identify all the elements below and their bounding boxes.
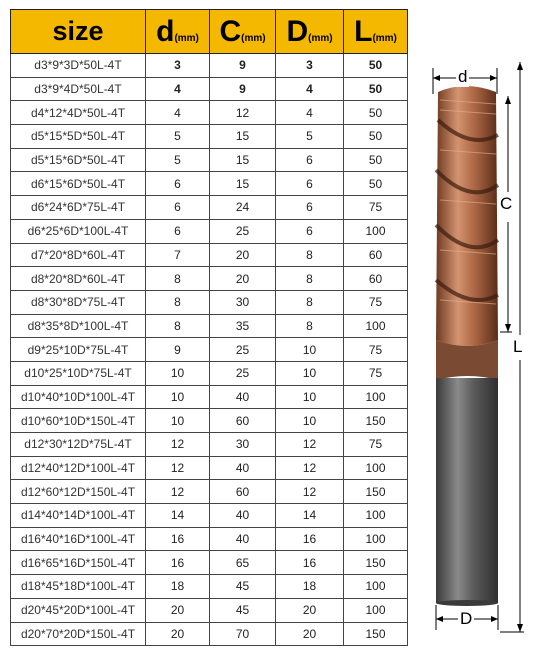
model-cell: d3*9*4D*50L-4T	[11, 77, 146, 101]
value-cell: 150	[344, 480, 408, 504]
table-row	[11, 598, 408, 622]
value-cell: 5	[146, 125, 210, 149]
header-c: C(mm)	[210, 10, 276, 54]
value-cell: 70	[210, 622, 276, 646]
value-cell: 35	[210, 314, 276, 338]
value-cell: 6	[276, 196, 344, 220]
value-cell: 60	[210, 480, 276, 504]
value-cell: 40	[210, 504, 276, 528]
model-cell: d3*9*3D*50L-4T	[11, 54, 146, 78]
value-cell: 75	[344, 361, 408, 385]
value-cell: 45	[210, 575, 276, 599]
table-row	[11, 409, 408, 433]
header-d-upper: D(mm)	[276, 10, 344, 54]
value-cell: 60	[344, 243, 408, 267]
value-cell: 8	[276, 243, 344, 267]
table-row	[11, 480, 408, 504]
value-cell: 6	[146, 196, 210, 220]
value-cell: 12	[210, 101, 276, 125]
table-row	[11, 622, 408, 646]
value-cell: 50	[344, 101, 408, 125]
model-cell: d10*25*10D*75L-4T	[11, 361, 146, 385]
value-cell: 65	[210, 551, 276, 575]
c-arrow-top	[505, 96, 511, 104]
value-cell: 8	[276, 290, 344, 314]
value-cell: 20	[210, 243, 276, 267]
label-d-upper: D	[460, 609, 473, 628]
table-row	[11, 290, 408, 314]
value-cell: 8	[276, 314, 344, 338]
table-row	[11, 551, 408, 575]
value-cell: 5	[276, 125, 344, 149]
value-cell: 20	[146, 622, 210, 646]
value-cell: 9	[146, 338, 210, 362]
end-mill-drawing	[420, 0, 538, 661]
table-row	[11, 314, 408, 338]
header-row	[11, 10, 408, 54]
model-cell: d16*65*16D*150L-4T	[11, 551, 146, 575]
value-cell: 10	[146, 385, 210, 409]
value-cell: 100	[344, 314, 408, 338]
value-cell: 14	[146, 504, 210, 528]
value-cell: 150	[344, 551, 408, 575]
model-cell: d12*60*12D*150L-4T	[11, 480, 146, 504]
d-arrow-left	[433, 75, 440, 81]
value-cell: 5	[146, 148, 210, 172]
value-cell: 10	[276, 361, 344, 385]
value-cell: 12	[146, 433, 210, 457]
value-cell: 8	[146, 290, 210, 314]
table-row	[11, 433, 408, 457]
value-cell: 60	[210, 409, 276, 433]
value-cell: 50	[344, 77, 408, 101]
value-cell: 6	[146, 219, 210, 243]
table-row	[11, 504, 408, 528]
model-cell: d4*12*4D*50L-4T	[11, 101, 146, 125]
model-cell: d5*15*6D*50L-4T	[11, 148, 146, 172]
value-cell: 75	[344, 196, 408, 220]
model-cell: d16*40*16D*100L-4T	[11, 527, 146, 551]
value-cell: 3	[276, 54, 344, 78]
value-cell: 6	[146, 172, 210, 196]
value-cell: 50	[344, 125, 408, 149]
table-row	[11, 456, 408, 480]
value-cell: 15	[210, 148, 276, 172]
model-cell: d6*25*6D*100L-4T	[11, 219, 146, 243]
model-cell: d8*35*8D*100L-4T	[11, 314, 146, 338]
value-cell: 6	[276, 219, 344, 243]
value-cell: 20	[210, 267, 276, 291]
model-cell: d12*40*12D*100L-4T	[11, 456, 146, 480]
value-cell: 12	[276, 456, 344, 480]
neck	[436, 340, 498, 380]
model-cell: d6*15*6D*50L-4T	[11, 172, 146, 196]
value-cell: 10	[276, 338, 344, 362]
value-cell: 15	[210, 125, 276, 149]
value-cell: 50	[344, 54, 408, 78]
value-cell: 9	[210, 54, 276, 78]
table-row	[11, 172, 408, 196]
value-cell: 16	[146, 527, 210, 551]
value-cell: 10	[276, 385, 344, 409]
table-row	[11, 361, 408, 385]
value-cell: 16	[276, 527, 344, 551]
table-row	[11, 575, 408, 599]
table-row	[11, 243, 408, 267]
value-cell: 60	[344, 267, 408, 291]
spec-table	[10, 9, 408, 646]
value-cell: 75	[344, 290, 408, 314]
value-cell: 20	[146, 598, 210, 622]
value-cell: 4	[276, 77, 344, 101]
value-cell: 150	[344, 409, 408, 433]
model-cell: d20*45*20D*100L-4T	[11, 598, 146, 622]
model-cell: d5*15*5D*50L-4T	[11, 125, 146, 149]
value-cell: 12	[276, 433, 344, 457]
value-cell: 16	[146, 551, 210, 575]
model-cell: d12*30*12D*75L-4T	[11, 433, 146, 457]
value-cell: 10	[146, 409, 210, 433]
D-arrow-right	[491, 616, 498, 622]
value-cell: 10	[276, 409, 344, 433]
shank	[436, 378, 498, 603]
value-cell: 50	[344, 148, 408, 172]
model-cell: d10*40*10D*100L-4T	[11, 385, 146, 409]
table-row	[11, 54, 408, 78]
value-cell: 100	[344, 575, 408, 599]
value-cell: 20	[276, 598, 344, 622]
value-cell: 150	[344, 622, 408, 646]
label-l: L	[513, 337, 523, 356]
value-cell: 24	[210, 196, 276, 220]
value-cell: 8	[276, 267, 344, 291]
l-arrow-top	[517, 62, 523, 70]
value-cell: 100	[344, 456, 408, 480]
table-row	[11, 527, 408, 551]
l-arrow-bottom	[517, 624, 523, 632]
table-row	[11, 338, 408, 362]
header-l: L(mm)	[344, 10, 408, 54]
value-cell: 100	[344, 219, 408, 243]
spec-table-body	[11, 54, 408, 646]
D-arrow-left	[436, 616, 443, 622]
model-cell: d8*20*8D*60L-4T	[11, 267, 146, 291]
header-d: d(mm)	[146, 10, 210, 54]
value-cell: 20	[276, 622, 344, 646]
value-cell: 9	[210, 77, 276, 101]
value-cell: 12	[276, 480, 344, 504]
c-arrow-bottom	[505, 324, 511, 332]
value-cell: 8	[146, 314, 210, 338]
value-cell: 75	[344, 338, 408, 362]
value-cell: 100	[344, 527, 408, 551]
value-cell: 18	[276, 575, 344, 599]
value-cell: 25	[210, 361, 276, 385]
table-row	[11, 267, 408, 291]
value-cell: 6	[276, 148, 344, 172]
model-cell: d18*45*18D*100L-4T	[11, 575, 146, 599]
value-cell: 15	[210, 172, 276, 196]
table-row	[11, 219, 408, 243]
value-cell: 8	[146, 267, 210, 291]
value-cell: 12	[146, 456, 210, 480]
model-cell: d8*30*8D*75L-4T	[11, 290, 146, 314]
value-cell: 16	[276, 551, 344, 575]
value-cell: 10	[146, 361, 210, 385]
model-cell: d10*60*10D*150L-4T	[11, 409, 146, 433]
value-cell: 3	[146, 54, 210, 78]
table-row	[11, 148, 408, 172]
value-cell: 75	[344, 433, 408, 457]
model-cell: d9*25*10D*75L-4T	[11, 338, 146, 362]
value-cell: 100	[344, 504, 408, 528]
model-cell: d20*70*20D*150L-4T	[11, 622, 146, 646]
value-cell: 7	[146, 243, 210, 267]
value-cell: 45	[210, 598, 276, 622]
value-cell: 6	[276, 172, 344, 196]
table-row	[11, 125, 408, 149]
model-cell: d6*24*6D*75L-4T	[11, 196, 146, 220]
value-cell: 30	[210, 290, 276, 314]
value-cell: 4	[146, 77, 210, 101]
value-cell: 100	[344, 385, 408, 409]
value-cell: 18	[146, 575, 210, 599]
model-cell: d14*40*14D*100L-4T	[11, 504, 146, 528]
d-arrow-right	[490, 75, 497, 81]
value-cell: 40	[210, 456, 276, 480]
table-row	[11, 385, 408, 409]
value-cell: 30	[210, 433, 276, 457]
value-cell: 12	[146, 480, 210, 504]
value-cell: 25	[210, 338, 276, 362]
value-cell: 25	[210, 219, 276, 243]
label-c: C	[500, 194, 513, 213]
value-cell: 40	[210, 527, 276, 551]
value-cell: 100	[344, 598, 408, 622]
model-cell: d7*20*8D*60L-4T	[11, 243, 146, 267]
shank-end	[436, 600, 498, 606]
value-cell: 14	[276, 504, 344, 528]
table-row	[11, 101, 408, 125]
label-d: d	[458, 67, 468, 86]
end-mill-svg	[420, 0, 538, 661]
value-cell: 4	[276, 101, 344, 125]
table-row	[11, 196, 408, 220]
table-row	[11, 77, 408, 101]
value-cell: 4	[146, 101, 210, 125]
header-size: size	[11, 10, 146, 54]
value-cell: 40	[210, 385, 276, 409]
value-cell: 50	[344, 172, 408, 196]
